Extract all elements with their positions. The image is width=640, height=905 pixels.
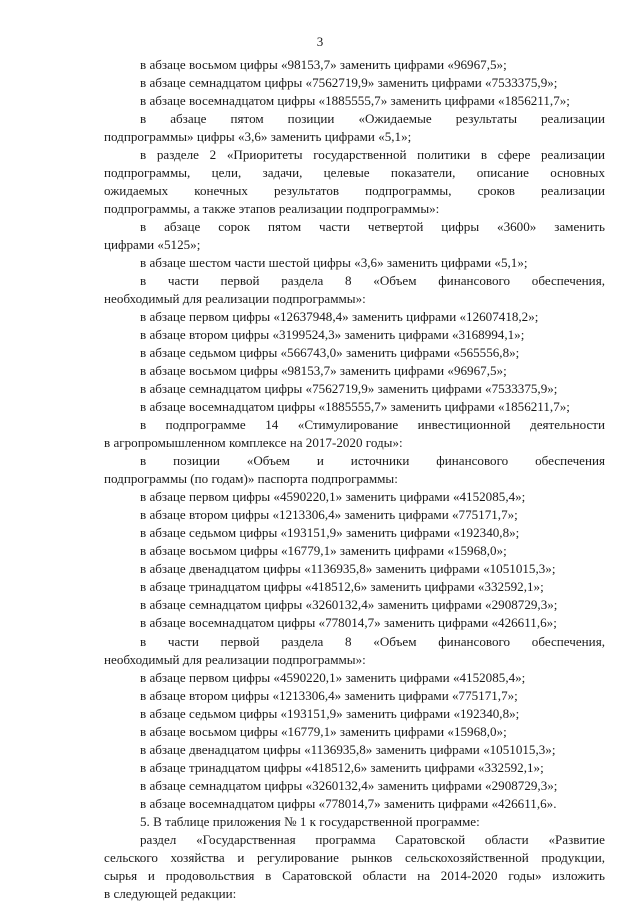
- text-line: в абзаце восьмом цифры «16779,1» заменить цифрами «15968,0»;: [140, 543, 507, 559]
- text-line: в абзаце втором цифры «1213306,4» заменить цифрами «775171,7»;: [140, 507, 518, 523]
- page-number: 3: [316, 34, 324, 49]
- text-line: в абзаце восьмом цифры «98153,7» заменить цифрами «96967,5»;: [140, 57, 507, 72]
- text-line: в агропромышленном комплексе на 2017-2020 годы»:: [104, 435, 403, 451]
- text-line: в абзаце восьмом цифры «16779,1» заменить цифрами «15968,0»;: [140, 723, 507, 739]
- text-line: необходимый для реализации подпрограммы»:: [104, 651, 366, 667]
- text-line: 5. В таблице приложения № 1 к государственной программе:: [140, 813, 480, 829]
- text-line: подпрограммы, а также этапов реализации подпрограммы»:: [104, 201, 440, 217]
- text-line: в абзаце восемнадцатом цифры «1885555,7» заменить цифрами «1856211,7»;: [140, 399, 570, 415]
- text-line: в абзаце семнадцатом цифры «7562719,9» заменить цифрами «7533375,9»;: [140, 75, 558, 91]
- text-line: в абзаце втором цифры «3199524,3» заменить цифрами «3168994,1»;: [140, 327, 525, 343]
- text-line: сырья и продовольствия в Саратовской области на 2014-2020 годы» изложить: [104, 867, 605, 883]
- text-line: в абзаце первом цифры «12637948,4» заменить цифрами «12607418,2»;: [140, 309, 539, 325]
- text-line: подпрограммы» цифры «3,6» заменить цифрами «5,1»;: [104, 129, 412, 145]
- text-line: сельского хозяйства и регулирование рынков сельскохозяйственной продукции,: [104, 849, 605, 865]
- text-line: в части первой раздела 8 «Объем финансового обеспечения,: [140, 273, 605, 289]
- text-line: ожидаемых конечных результатов подпрограммы, сроков реализации: [104, 183, 605, 199]
- text-line: в абзаце двенадцатом цифры «1136935,8» заменить цифрами «1051015,3»;: [140, 561, 556, 577]
- text-line: в следующей редакции:: [104, 885, 237, 901]
- text-line: в абзаце восемнадцатом цифры «778014,7» заменить цифрами «426611,6».: [140, 795, 557, 811]
- text-line: раздел «Государственная программа Саратовской области «Развитие: [140, 831, 605, 847]
- text-line: в абзаце седьмом цифры «193151,9» заменить цифрами «192340,8»;: [140, 705, 520, 721]
- text-line: в абзаце первом цифры «4590220,1» заменить цифрами «4152085,4»;: [140, 489, 526, 505]
- text-line: цифрами «5125»;: [104, 237, 201, 253]
- text-line: в абзаце восьмом цифры «98153,7» заменить цифрами «96967,5»;: [140, 363, 507, 379]
- text-line: в абзаце восемнадцатом цифры «778014,7» заменить цифрами «426611,6»;: [140, 615, 557, 631]
- text-line: в абзаце седьмом цифры «566743,0» заменить цифрами «565556,8»;: [140, 345, 520, 361]
- text-line: в абзаце шестом части шестой цифры «3,6» заменить цифрами «5,1»;: [140, 255, 528, 271]
- text-line: в абзаце двенадцатом цифры «1136935,8» заменить цифрами «1051015,3»;: [140, 741, 556, 757]
- text-line: в абзаце пятом позиции «Ожидаемые результаты реализации: [140, 111, 605, 127]
- text-line: в позиции «Объем и источники финансового обеспечения: [140, 453, 605, 469]
- text-line: в абзаце сорок пятом части четвертой цифры «3600» заменить: [140, 219, 605, 235]
- text-line: в абзаце седьмом цифры «193151,9» заменить цифрами «192340,8»;: [140, 525, 520, 541]
- text-line: в абзаце первом цифры «4590220,1» заменить цифрами «4152085,4»;: [140, 669, 526, 685]
- text-line: в абзаце семнадцатом цифры «7562719,9» заменить цифрами «7533375,9»;: [140, 381, 558, 397]
- text-line: подпрограммы, цели, задачи, целевые показатели, описание основных: [104, 165, 605, 181]
- text-line: в абзаце семнадцатом цифры «3260132,4» заменить цифрами «2908729,3»;: [140, 777, 558, 793]
- text-line: необходимый для реализации подпрограммы»:: [104, 291, 366, 307]
- text-line: в части первой раздела 8 «Объем финансового обеспечения,: [140, 633, 605, 649]
- text-line: в разделе 2 «Приоритеты государственной политики в сфере реализации: [140, 147, 605, 163]
- text-line: в абзаце семнадцатом цифры «3260132,4» заменить цифрами «2908729,3»;: [140, 597, 558, 613]
- text-line: в абзаце тринадцатом цифры «418512,6» заменить цифрами «332592,1»;: [140, 579, 544, 595]
- text-line: в абзаце тринадцатом цифры «418512,6» заменить цифрами «332592,1»;: [140, 759, 544, 775]
- text-line: в абзаце втором цифры «1213306,4» заменить цифрами «775171,7»;: [140, 687, 518, 703]
- text-line: в абзаце восемнадцатом цифры «1885555,7» заменить цифрами «1856211,7»;: [140, 93, 570, 109]
- text-line: в подпрограмме 14 «Стимулирование инвестиционной деятельности: [140, 417, 605, 433]
- document-body: [104, 56, 605, 903]
- text-line: подпрограммы (по годам)» паспорта подпрограммы:: [104, 471, 398, 487]
